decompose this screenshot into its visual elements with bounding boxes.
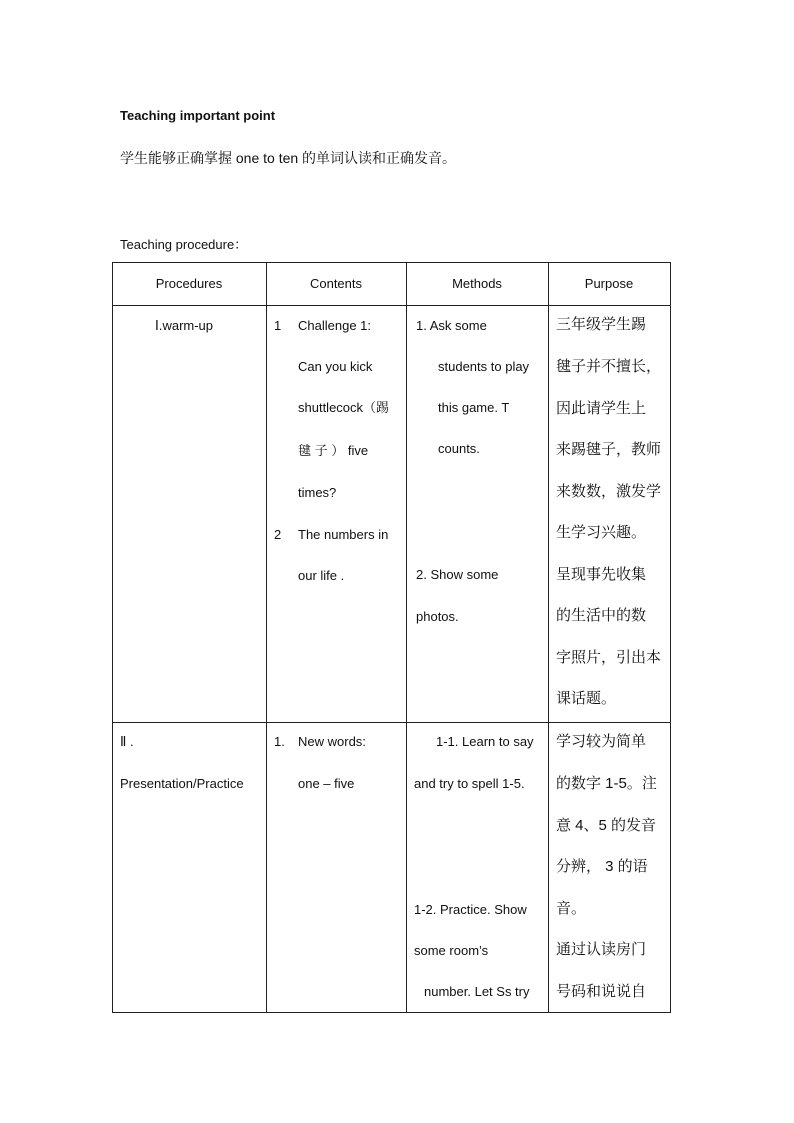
row1-content2-number: 2 [274, 527, 282, 542]
table-border-top [112, 262, 671, 263]
row1-purpose-line: 课话题。 [556, 690, 617, 707]
row1-content2-line: The numbers in [298, 527, 389, 542]
row1-purpose-line: 来踢毽子，教师 [556, 441, 662, 458]
row2-content1-number: 1. [274, 734, 285, 749]
row2-method1-line: 1-1. Learn to say [436, 734, 534, 749]
row2-purpose-line: 分辨， 3 的语 [556, 858, 648, 875]
row1-content1-line: times? [298, 485, 337, 500]
table-col-divider-1 [266, 262, 267, 1013]
row2-method2-line: number. Let Ss try [424, 984, 530, 999]
row1-method1-line: students to play [438, 359, 530, 374]
row1-method1-line: 1. Ask some [416, 318, 487, 333]
row1-content2-line: our life . [298, 568, 345, 583]
row1-content1-line: Challenge 1: [298, 318, 371, 333]
row2-content1-line: one – five [298, 776, 355, 791]
row1-purpose-line: 因此请学生上 [556, 400, 647, 417]
row1-content1-number: 1 [274, 318, 282, 333]
header-contents: Contents [309, 276, 363, 291]
row1-method1-line: this game. T [438, 400, 510, 415]
table-row-divider [112, 722, 671, 723]
row1-purpose-line: 呈现事先收集 [556, 566, 647, 583]
row2-content1-line: New words: [298, 734, 366, 749]
table-col-divider-3 [548, 262, 549, 1013]
header-purpose: Purpose [584, 276, 634, 291]
row1-purpose-line: 毽子并不擅长， [556, 358, 662, 375]
row1-purpose-line: 的生活中的数 [556, 607, 647, 624]
header-procedures: Procedures [155, 276, 223, 291]
row2-purpose-line: 音。 [556, 900, 587, 917]
row1-method2-line: photos. [416, 609, 459, 624]
row1-purpose-line: 生学习兴趣。 [556, 524, 647, 541]
row1-purpose-line: 三年级学生踢 [556, 316, 647, 333]
table-border-bottom [112, 1012, 671, 1013]
row2-procedure-line: Presentation/Practice [120, 776, 244, 791]
row2-method1-line: and try to spell 1-5. [414, 776, 525, 791]
row1-purpose-line: 字照片，引出本 [556, 649, 662, 666]
row2-purpose-line: 号码和说说自 [556, 983, 647, 1000]
row2-method2-line: some room’s [414, 943, 489, 958]
row1-content1-line: 毽 子 ） five [298, 443, 369, 458]
row1-method1-line: counts. [438, 441, 480, 456]
row2-method2-line: 1-2. Practice. Show [414, 902, 527, 917]
row1-method2-line: 2. Show some [416, 567, 499, 582]
table-border-right [670, 262, 671, 1013]
row1-content1-line: shuttlecock（踢 [298, 400, 390, 415]
procedure-table [112, 262, 671, 1013]
procedure-label: Teaching procedure： [120, 237, 248, 252]
row1-content1-line: Can you kick [298, 359, 373, 374]
table-border-left [112, 262, 113, 1013]
row2-purpose-line: 学习较为简单 [556, 733, 647, 750]
heading: Teaching important point [120, 108, 276, 123]
row2-purpose-line: 的数字 1-5。注 [556, 775, 657, 792]
table-col-divider-2 [406, 262, 407, 1013]
intro-text: 学生能够正确掌握 one to ten 的单词认读和正确发音。 [120, 150, 457, 166]
row2-purpose-line: 意 4、5 的发音 [556, 817, 657, 834]
row1-procedure: Ⅰ.warm-up [155, 318, 214, 333]
row1-purpose-line: 来数数，激发学 [556, 483, 662, 500]
row2-procedure-line: Ⅱ . [120, 734, 134, 749]
row2-purpose-line: 通过认读房门 [556, 941, 647, 958]
header-methods: Methods [452, 276, 502, 291]
table-header-divider [112, 305, 671, 306]
